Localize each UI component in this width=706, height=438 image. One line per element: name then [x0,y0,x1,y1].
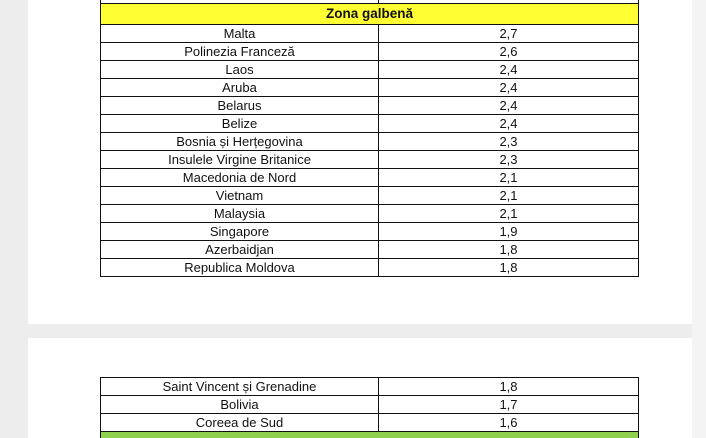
country-cell: Singapore [101,223,379,241]
table-row [101,241,639,259]
table-row [101,25,639,43]
country-cell: Malaysia [101,205,379,223]
value-cell: 2,1 [379,205,639,223]
table-row [101,97,639,115]
value-cell: 2,4 [379,115,639,133]
value-cell: 2,4 [379,61,639,79]
yellow-zone-title: Zona galbenă [101,4,639,25]
country-cell: Belize [101,115,379,133]
value-cell: 2,1 [379,187,639,205]
table-row [101,223,639,241]
continued-table [100,377,639,438]
country-cell: Insulele Virgine Britanice [101,151,379,169]
table-row [101,151,639,169]
value-cell: 2,1 [379,169,639,187]
country-cell: Vietnam [101,187,379,205]
value-cell: 2,6 [379,43,639,61]
table-row [101,378,639,396]
value-cell: 1,6 [379,414,639,432]
value-cell: 1,8 [379,378,639,396]
table-row [101,61,639,79]
value-cell: 1,7 [379,396,639,414]
value-cell: 2,4 [379,79,639,97]
value-cell: 1,8 [379,259,639,277]
value-cell: 2,7 [379,25,639,43]
country-cell: Saint Vincent și Grenadine [101,378,379,396]
green-zone-header-partial [101,432,639,438]
table-row [101,115,639,133]
table-row [101,396,639,414]
country-cell: Republica Moldova [101,259,379,277]
table-row [101,133,639,151]
table-row [101,414,639,432]
value-cell: 2,3 [379,151,639,169]
country-cell: Bosnia și Herțegovina [101,133,379,151]
table-row [101,169,639,187]
yellow-zone-table [100,0,639,277]
country-cell: Laos [101,61,379,79]
value-cell: 1,9 [379,223,639,241]
table-row [101,259,639,277]
country-cell: Belarus [101,97,379,115]
table-row [101,205,639,223]
value-cell: 1,8 [379,241,639,259]
country-cell: Macedonia de Nord [101,169,379,187]
viewer-edge [692,0,706,438]
yellow-zone-header [101,4,639,25]
country-cell: Coreea de Sud [101,414,379,432]
table-row [101,79,639,97]
value-cell: 2,3 [379,133,639,151]
value-cell: 2,4 [379,97,639,115]
table-row [101,187,639,205]
country-cell: Malta [101,25,379,43]
table-row [101,43,639,61]
country-cell: Polinezia Franceză [101,43,379,61]
country-cell: Aruba [101,79,379,97]
country-cell: Azerbaidjan [101,241,379,259]
country-cell: Bolivia [101,396,379,414]
